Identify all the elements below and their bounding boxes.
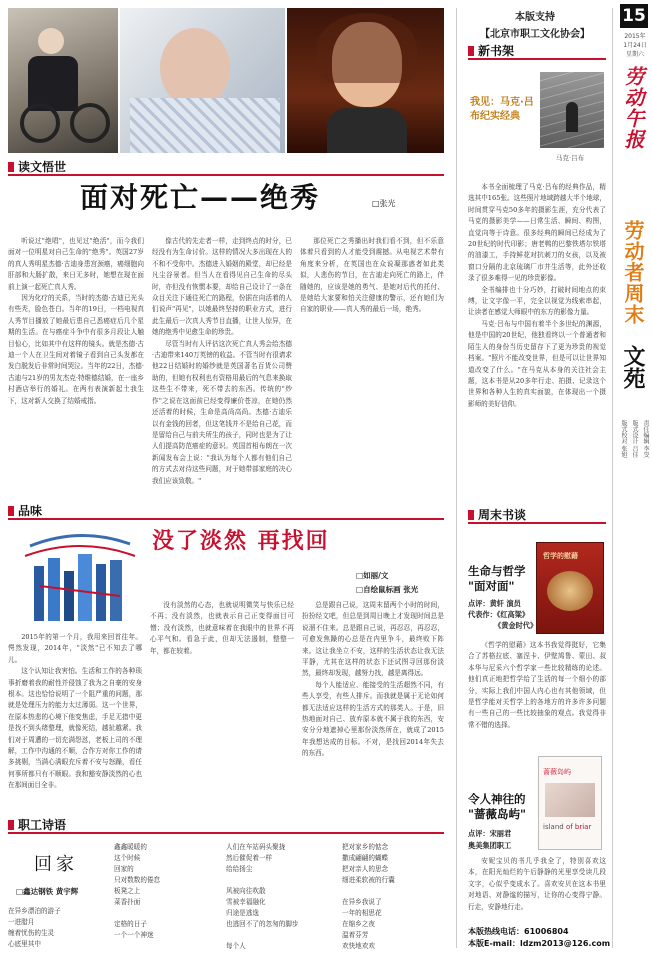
main-article-author: □张光: [372, 199, 396, 208]
rose-reviewer: [468, 828, 511, 852]
credit-design: 版式设计 吕佳: [631, 420, 638, 458]
article-column-2: [152, 236, 292, 485]
poem-author: □鑫达钢铁 黄宇辉: [16, 887, 79, 896]
date-year: 2015年: [624, 33, 646, 40]
poem-line: 欢快地欢欢: [342, 942, 375, 950]
reviewer: 点评：黄轩 演员: [468, 599, 521, 608]
rose-island-book-cover: [538, 756, 602, 850]
poem-col-3: [342, 842, 444, 952]
page-number: 15: [620, 4, 648, 28]
paragraph: 那位死亡之秀播出时我们看不到，但不乐意体着只看到的人才能受到震撼。从电视艺术带有角度来分析，在英国也在众说凝那惑者如此类似，人悲伤的节目，在古迪走向死亡的路上，伴随她的，应该是她的勇气、是她对后代的托付、是她给大家要和怕关注健康的警示，还有她们为自家的职业——真人秀的最后一场，绝秀。: [300, 237, 444, 314]
poem-line: 人们在车站码头聚拢: [226, 843, 286, 851]
section-name: 文苑: [620, 345, 645, 389]
column-heading-weekend-books: 周末书谈: [468, 506, 526, 523]
main-article-title: 面对死亡——绝秀: [80, 181, 321, 214]
poem-col-0: [8, 906, 108, 950]
poem-col-1: [114, 842, 214, 941]
paragraph: 因为化疗的关系，当时的杰德·古迪已光头有些秃，脸色苍白。当年的19日，一档电视真人秀节目播放了她最后患自己悉癌症后几个星期的生活。在与癌症斗争中有很多月段让人触目惊心，比如其中有这样的镜头。就是杰德·古迪一个人在卫生间对着镜子看到自己头发都在发白脱发后非常时间哭泣。当年的22日，杰德·古迪与21岁的男友杰克·特维德结婚，在一座乡村酒店举行的婚礼。在两有表演新起土我生下，这对新人交换了结婚戒指。: [8, 294, 144, 405]
divider: [8, 518, 444, 520]
supplement-name: 劳动者周末: [621, 220, 645, 325]
column-divider: [612, 8, 613, 948]
weekend-book-title: [468, 564, 526, 594]
title-line: "蔷薇岛屿": [468, 807, 526, 821]
paragraph: 2015年的第一个月，我用来回首往年。愕然发现，2014年，"淡然"已不知去了哪儿。: [8, 633, 142, 664]
mouse-painting: [20, 526, 140, 626]
poem-line: 菜香扑面: [114, 898, 141, 906]
divider: [468, 58, 606, 60]
photo-strip: [8, 8, 444, 153]
sponsor-label: 本版支持: [515, 12, 555, 23]
paragraph: 马克·吕布与中国有着半个多世纪的渊源，他是中国的20世纪，他独看终以一个普通者和陌生人的身份当历史留存下了更为珍贵的视觉档案。"照片不能改变世界，但是可以让世界知道改变了什么。"在马克从本身的关注社会主题，这本书是从20多年行走、拍摄、记录这个世界和各种人生的真实面貌，在体现出一个摄影师的美好信仰。: [468, 319, 606, 408]
poem-line: 然后催促着一样: [226, 854, 273, 862]
new-book-title: 我见：马克·吕布纪实经典: [470, 97, 534, 122]
poem-line: 每个人: [226, 942, 246, 950]
poem-line: 缠着忧伤的生灵: [8, 929, 55, 937]
new-books-body: [468, 182, 606, 472]
paragraph: 像古代的先走者一样，走到终点的时分，已经没有为生命讨价。这样的情况大多出现在人的不和不受你中。杰德进入婚姻的殿堂，却已经是凡尘谷景者。但当人在看得见自己生命的尽头时，亦但没有恢惯本要，却给自己设计了一条在众目关注下通往死亡的路程，份据在向活着的人们说声"再见"，以她最终坚持的职业方式，进行此生最后一次真人秀节目直播，让世人惊异，在她的绝秀中见愈生命的珍贵。: [152, 237, 292, 337]
pinwei-title: 没了淡然 再找回: [152, 529, 330, 554]
poem-line: 这个时候: [114, 854, 141, 862]
poem-line: 风被向往吹散: [226, 887, 266, 895]
credit-editor: 责任编辑 李旻: [642, 420, 649, 458]
weekend-reviewer: [468, 598, 537, 631]
rep-works: 代表作：《红高粱》: [468, 610, 530, 619]
poem-line: 撒成翩翩的蝴蝶: [342, 854, 389, 862]
paragraph: 《哲学的慰藉》这本书我觉得挺好，它集合了苏格拉底、塞涅卡、伊壁鸠鲁、蒙田、叔本华与尼采六个哲学家一些比较精练的论述。他们真正地把哲学给了生活的每一个细小的部分，实际上我们中国人内心也有其他领域，但是哲学能对关哲学上的各地方的许多许多问题有一些自己的一些比较抽象的观点。我觉得非常不错的选择。: [468, 641, 606, 729]
credit-proof: 版式校对 张旭: [620, 420, 627, 458]
title-line: 生命与哲学: [468, 564, 526, 578]
article-column-1: [8, 236, 144, 468]
photo-portrait: [287, 8, 444, 153]
pinwei-column-3: [302, 600, 444, 812]
poem-line: 雪被幸福融化: [226, 898, 266, 906]
poem-line: 给给扬尘: [226, 865, 253, 873]
poem-line: 鑫鑫暖暖的: [114, 843, 147, 851]
poem-title: 回家: [34, 854, 78, 875]
paragraph: 本书全面梳理了马克·吕布的经典作品，精选其中165张。这些照片地域跨越大半个地球，时间贯穿马克50多年的摄影生涯，充分代表了马克的摄影美学——日常生活、瞬间、构图，直觉向等于诗意。很多经典的瞬间已经成为了20世纪的时代印影；唐老鸭的巴黎铁塔尔铁塔的油漆工，手持鲜花对抗刺刀的女孩，以及被窗口分隔的北京琉璃厂市井生活等，此外还收录了很多难得一见的珍贵影像。: [468, 183, 606, 283]
book-cover-subtitle: island of briar: [543, 823, 592, 831]
book-cover-title: 哲学的慰藉: [543, 551, 578, 560]
hotline-email[interactable]: 本版E-mail：ldzm2013@126.com: [468, 939, 611, 948]
reviewer: 点评：宋丽君: [468, 829, 512, 838]
poem-line: 把对亲人的思念: [342, 865, 389, 873]
book-cover-title: 蔷薇岛屿: [543, 768, 571, 776]
column-heading-new-books: 新书架: [468, 42, 514, 59]
poem-line: 一年的相思花: [342, 909, 382, 917]
poem-line: 定格的日子: [114, 920, 147, 928]
paragraph: 听说过"绝唱"，也见过"绝活"，而今我们面对一位明星对自己生命的"绝秀"。英国27岁的真人秀明星杰德·古迪身患宫颈癌，癌细胞向肝部和大肠扩散，来日无多时，她想在现在面前上演一起死亡真人秀。: [8, 237, 144, 291]
rose-island-body: [468, 856, 606, 920]
column-heading-pinwei: 品味: [8, 502, 42, 519]
poem-line: 把对家乡的惦念: [342, 843, 389, 851]
poem-line: 回家的: [114, 865, 134, 873]
pinwei-column-1: [8, 632, 142, 812]
poem-line: 只对数数的倦怠: [114, 876, 161, 884]
column-divider: [456, 8, 457, 948]
photo-hospital: [120, 8, 285, 153]
date-weekday: 星期六: [625, 51, 644, 58]
pinwei-column-2: [150, 600, 294, 812]
title-line: "面对面": [468, 579, 515, 593]
photo-marc-riboud: [540, 72, 604, 148]
paragraph: 总是跟自己说，这周末留两个小时的时间，扮扮经文吧，但总是到周日晚上才发现时间总是说溜不住来。总是跟自己说，再忍忍，再忍忍，可愈发焦躁的心总是在内里争斗，最终败下阵来。这让我坐立不安，这样的生活状态让我无法平静，尤其在这样的状态下还试图寻回那份淡然，最终却发现，越努力找，越是离得远。: [302, 601, 444, 678]
philosophy-book-cover: [536, 542, 604, 634]
paragraph: 这个认知让我害怕。生活和工作的各种琐事折磨着我的耐性并侵蚀了我为之自豪的安身根本。这也恰恰说明了一个阻严重的问题，那就是处理压力的能力太过薄弱。这一个世界，在原本热悲的心境下他变焦虑，手足无措中更是找不到头绪整理，就像死结，越扯越紧。我们对于周遭的一切充满怨怼，老板上司的不理解，工作中沟通的不顺，合作方对你工作的请多挑剔，当满心满眼充斥着不安与怒躁，看任何事所都只有不顺眼。我和豁安静淡然的心也在那间面目全非。: [8, 667, 142, 790]
poem-line: 一进腊月: [8, 918, 35, 926]
hotline-phone: 本版热线电话：61006804: [468, 927, 569, 936]
paragraph: 尽管当时有人评估这次死亡真人秀会给杰德·古迪带来140万英镑的收益。不管当时有很请求他22日结婚时的婚纱就是英国著名百货公司赞助的，但她有权利也有资格用最后的气息来换取这些生不带来，死不带去的东西。传统的"炒作"之说在这面前已经变得廉价苍凉，在她仍然还活着的时候，生命是高尚高尚。杰德·古迪乐以有金钱的回者，但这笔钱并不是给自己花，而是留给自己与前夫所生的孩子，同时也是为了让人们提高防范癌症的意识。英国首相布朗在一次新闻发布会上说："我认为每个人都有他们自己的方式去对待这些问题，对于她带部家庭的决心我们应该致敬。": [152, 339, 292, 485]
column-heading-readings: 读文悟世: [8, 158, 66, 175]
poem-line: 归途是逃逸: [226, 909, 259, 917]
paragraph: 每个人能适应、能接受的生活超然不同，有些人享受，有些人排斥。而我就是属于无论如何都无法适应这样的生活方式的那类人。于是，旧热地面对自己、放弃原本就不属于我的东西，安安分分地遮掉心里那份淡然所在，就成了2015年我想达成的目标。不对，是找回2014年失去的东西。: [302, 680, 444, 758]
hotline-block: [468, 926, 610, 950]
divider: [468, 522, 606, 524]
poem-line: 在异乡我说了: [342, 898, 382, 906]
weekend-books-body: [468, 640, 606, 740]
photo-wheelchair: [8, 8, 118, 153]
poem-line: 一个一个神迷: [114, 931, 154, 939]
rep-works: 《黄金时代》: [494, 621, 538, 630]
rose-island-title: [468, 792, 526, 822]
paragraph: 没有淡然的心态，也就说明微笑与快乐已经不再；没有淡然，也就表示自己正变得面目可憎；没有淡然，也就意味着在我眼中的世界不再心平气和。看急于此，但却无法遏制，整整一年，都在较着。: [150, 601, 294, 655]
city-painting-icon: [20, 526, 140, 626]
paper-name: 劳动午报: [621, 66, 645, 150]
divider: [8, 832, 444, 834]
sponsor-name: 【北京市职工文化协会】: [480, 29, 590, 40]
poem-line: 温着芬芳: [342, 931, 369, 939]
reviewer-org: 奥美集团职工: [468, 841, 512, 850]
title-line: 令人神往的: [468, 792, 526, 806]
poem-line: 在异乡漂泊的游子: [8, 907, 61, 915]
paragraph: 全书编排也十分巧妙，打破时间地点的束缚，让文字像一平，完全以视觉为线索串起，让读者在感觉大师眼中的东方的影像力量。: [468, 285, 606, 317]
paragraph: 安妮宝贝的书几乎我全了，特别喜欢这本，在阳光灿烂的午后静静的光里享受读几段文字，心似乎变成水了。喜欢安贝在这本书里对地语、对静谧的描写，让你的心变得宁静。行走，安静地行走。: [468, 857, 606, 911]
pinwei-author: □如丽/文: [356, 571, 389, 580]
pinwei-artist: □自绘鼠标画 张光: [356, 585, 419, 594]
date-day: 1月24日: [623, 42, 647, 49]
poem-col-2: [226, 842, 336, 952]
poem-line: 也逃回不了的忽匆的脚步: [226, 920, 299, 928]
sponsor-block: [465, 8, 605, 40]
editor-credits: [616, 420, 650, 490]
poem-line: 细进柔软被的行囊: [342, 876, 395, 884]
article-column-3: [300, 236, 444, 468]
poem-line: 心底里其中: [8, 940, 41, 948]
poem-line: 板凳之上: [114, 887, 141, 895]
photo-caption: 马克·吕布: [556, 154, 585, 162]
date-block: [621, 32, 649, 59]
column-heading-poetry: 职工诗语: [8, 816, 66, 833]
poem-line: 在缩乡之夜: [342, 920, 375, 928]
